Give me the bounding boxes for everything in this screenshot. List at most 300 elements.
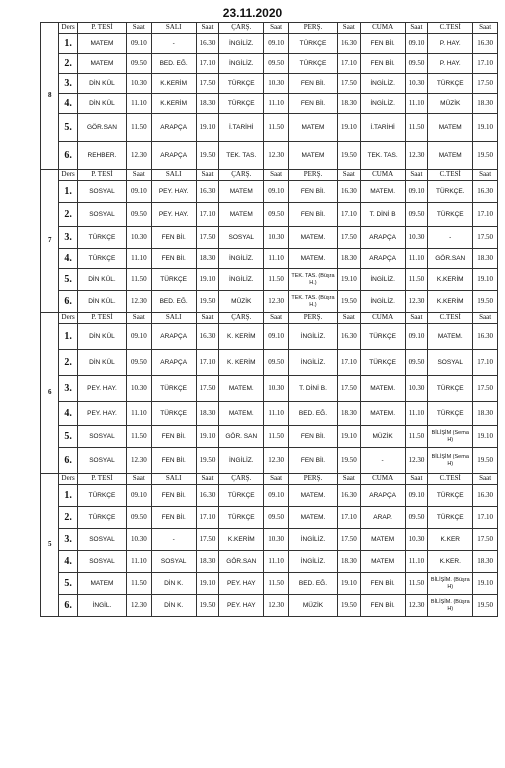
time-cell: 11.10: [264, 551, 289, 573]
grade-header-row: [41, 170, 498, 181]
day-header: PERŞ.: [288, 313, 337, 324]
time-cell: 09.10: [405, 485, 428, 507]
subject-cell: MATEM: [360, 551, 405, 573]
time-cell: 12.30: [127, 142, 152, 170]
subject-cell: ARAPÇA: [360, 227, 405, 249]
subject-cell: MATEM.: [288, 507, 337, 529]
lesson-row: [41, 426, 498, 448]
time-cell: 10.30: [405, 227, 428, 249]
lesson-number: 6.: [59, 291, 77, 313]
lesson-number: 3.: [59, 74, 77, 94]
subject-cell: TÜRKÇE: [288, 34, 337, 54]
time-cell: 12.30: [264, 595, 289, 617]
lesson-number: 3.: [59, 376, 77, 402]
time-cell: 11.50: [405, 114, 428, 142]
subject-cell: K.KERİM: [151, 94, 196, 114]
subject-cell: TÜRKÇE: [219, 94, 264, 114]
subject-cell: GÖR.SAN: [428, 249, 473, 269]
time-cell: 18.30: [473, 551, 498, 573]
subject-cell: İNGİLİZ.: [288, 324, 337, 350]
time-cell: 19.50: [473, 291, 498, 313]
time-cell: 12.30: [264, 142, 289, 170]
day-header: CUMA: [360, 474, 405, 485]
subject-cell: MATEM.: [219, 402, 264, 426]
subject-cell: ARAPÇA: [151, 350, 196, 376]
subject-cell: PEY. HAY.: [77, 376, 126, 402]
day-header: C.TESİ: [428, 170, 473, 181]
subject-cell: PEY. HAY: [219, 573, 264, 595]
time-cell: 12.30: [405, 448, 428, 474]
lesson-number: 1.: [59, 485, 77, 507]
subject-cell: MATEM.: [360, 376, 405, 402]
subject-cell: T. DİNİ B.: [288, 376, 337, 402]
day-header: P. TESİ: [77, 474, 126, 485]
time-cell: 09.10: [405, 34, 428, 54]
subject-cell: İNGİLİZ.: [360, 291, 405, 313]
time-cell: 12.30: [127, 291, 152, 313]
lesson-row: [41, 448, 498, 474]
subject-cell: TÜRKÇE: [219, 507, 264, 529]
subject-cell: TEK. TAS.: [360, 142, 405, 170]
time-cell: 17.10: [196, 54, 219, 74]
subject-cell: TÜRKÇE: [288, 54, 337, 74]
subject-cell: BİLİŞİM. (Büşra H): [428, 595, 473, 617]
time-cell: 19.10: [196, 573, 219, 595]
time-cell: 11.50: [405, 426, 428, 448]
subject-cell: P. HAY.: [428, 34, 473, 54]
lesson-row: [41, 227, 498, 249]
time-cell: 09.50: [127, 350, 152, 376]
subject-cell: K. KERİM: [219, 324, 264, 350]
lesson-number: 6.: [59, 595, 77, 617]
day-header: CUMA: [360, 170, 405, 181]
lesson-row: [41, 573, 498, 595]
time-cell: 16.30: [338, 34, 361, 54]
time-cell: 18.30: [338, 402, 361, 426]
subject-cell: BİLİŞİM (Sema H): [428, 448, 473, 474]
time-cell: 19.50: [473, 142, 498, 170]
lesson-number: 6.: [59, 448, 77, 474]
day-header: C.TESİ: [428, 23, 473, 34]
subject-cell: DİN KÜL: [77, 350, 126, 376]
time-cell: 17.10: [196, 350, 219, 376]
time-cell: 11.10: [405, 402, 428, 426]
lesson-row: [41, 529, 498, 551]
subject-cell: BED. EĞ.: [151, 291, 196, 313]
grade-label: 7: [41, 170, 59, 313]
subject-cell: İNGİLİZ.: [288, 350, 337, 376]
time-cell: 18.30: [473, 402, 498, 426]
time-cell: 19.50: [196, 142, 219, 170]
time-cell: 10.30: [127, 74, 152, 94]
time-cell: 17.10: [473, 203, 498, 227]
day-header: CUMA: [360, 313, 405, 324]
time-cell: 19.50: [338, 142, 361, 170]
saat-header: Saat: [264, 170, 289, 181]
time-cell: 09.50: [127, 507, 152, 529]
time-cell: 10.30: [264, 74, 289, 94]
lesson-number: 4.: [59, 402, 77, 426]
grade-label: 6: [41, 313, 59, 474]
subject-cell: MATEM: [219, 181, 264, 203]
time-cell: 17.10: [338, 54, 361, 74]
subject-cell: DİN K.: [151, 573, 196, 595]
time-cell: 17.50: [338, 227, 361, 249]
day-header: ÇARŞ.: [219, 23, 264, 34]
lesson-row: [41, 94, 498, 114]
time-cell: 19.50: [473, 595, 498, 617]
time-cell: 17.10: [338, 203, 361, 227]
subject-cell: SOSYAL: [77, 203, 126, 227]
lesson-number: 2.: [59, 350, 77, 376]
lesson-row: [41, 402, 498, 426]
subject-cell: PEY. HAY: [219, 595, 264, 617]
subject-cell: İNGİLİZ.: [360, 74, 405, 94]
day-header: PERŞ.: [288, 474, 337, 485]
subject-cell: BİLİŞİM. (Büşra H): [428, 573, 473, 595]
time-cell: 17.50: [473, 74, 498, 94]
subject-cell: ARAPÇA: [360, 485, 405, 507]
time-cell: 16.30: [473, 324, 498, 350]
lesson-number: 5.: [59, 269, 77, 291]
lesson-row: [41, 350, 498, 376]
time-cell: 18.30: [196, 551, 219, 573]
subject-cell: TÜRKÇE: [428, 74, 473, 94]
time-cell: 11.50: [264, 573, 289, 595]
time-cell: 17.50: [473, 376, 498, 402]
ders-header: Ders: [59, 474, 77, 485]
time-cell: 09.10: [264, 485, 289, 507]
time-cell: 17.10: [338, 350, 361, 376]
time-cell: 18.30: [338, 94, 361, 114]
time-cell: 18.30: [473, 94, 498, 114]
subject-cell: DİN KÜL.: [77, 269, 126, 291]
grade-header-row: [41, 474, 498, 485]
day-header: SALI: [151, 170, 196, 181]
subject-cell: FEN Bİl.: [288, 181, 337, 203]
time-cell: 17.50: [338, 74, 361, 94]
time-cell: 16.30: [338, 181, 361, 203]
time-cell: 12.30: [405, 291, 428, 313]
time-cell: 09.10: [127, 181, 152, 203]
subject-cell: İNGİLİZ.: [219, 54, 264, 74]
subject-cell: K.KERİM: [151, 74, 196, 94]
time-cell: 16.30: [196, 181, 219, 203]
lesson-number: 4.: [59, 249, 77, 269]
day-header: P. TESİ: [77, 170, 126, 181]
saat-header: Saat: [264, 474, 289, 485]
subject-cell: MATEM: [428, 114, 473, 142]
saat-header: Saat: [196, 313, 219, 324]
subject-cell: MATEM: [360, 529, 405, 551]
time-cell: 11.50: [405, 573, 428, 595]
subject-cell: TÜRKÇE: [428, 376, 473, 402]
time-cell: 11.50: [127, 573, 152, 595]
lesson-row: [41, 291, 498, 313]
time-cell: 17.10: [196, 507, 219, 529]
time-cell: 09.50: [264, 507, 289, 529]
subject-cell: FEN Bİl.: [151, 426, 196, 448]
subject-cell: MATEM: [77, 34, 126, 54]
time-cell: 10.30: [405, 74, 428, 94]
time-cell: 10.30: [127, 376, 152, 402]
time-cell: 09.50: [405, 203, 428, 227]
saat-header: Saat: [338, 313, 361, 324]
time-cell: 19.10: [338, 269, 361, 291]
saat-header: Saat: [196, 23, 219, 34]
subject-cell: TEK. TAS. (Büşra H.): [288, 269, 337, 291]
lesson-row: [41, 324, 498, 350]
saat-header: Saat: [338, 170, 361, 181]
subject-cell: FEN Bİl.: [151, 485, 196, 507]
subject-cell: FEN Bİl.: [360, 595, 405, 617]
subject-cell: SOSYAL: [151, 551, 196, 573]
time-cell: 10.30: [405, 529, 428, 551]
subject-cell: MATEM.: [288, 485, 337, 507]
time-cell: 19.10: [473, 269, 498, 291]
saat-header: Saat: [127, 313, 152, 324]
subject-cell: SOSYAL: [77, 529, 126, 551]
ders-header: Ders: [59, 313, 77, 324]
subject-cell: FEN Bİl.: [288, 448, 337, 474]
subject-cell: FEN Bİl.: [151, 227, 196, 249]
time-cell: 12.30: [264, 448, 289, 474]
time-cell: 17.50: [196, 529, 219, 551]
time-cell: 11.50: [127, 269, 152, 291]
time-cell: 10.30: [264, 376, 289, 402]
day-header: CUMA: [360, 23, 405, 34]
subject-cell: TÜRKÇE: [428, 203, 473, 227]
time-cell: 09.50: [264, 54, 289, 74]
lesson-row: [41, 142, 498, 170]
page-title: 23.11.2020: [222, 6, 283, 20]
saat-header: Saat: [473, 474, 498, 485]
subject-cell: SOSYAL: [77, 426, 126, 448]
subject-cell: FEN Bİl.: [360, 34, 405, 54]
day-header: PERŞ.: [288, 23, 337, 34]
subject-cell: TÜRKÇE: [428, 485, 473, 507]
saat-header: Saat: [405, 313, 428, 324]
time-cell: 11.10: [127, 402, 152, 426]
time-cell: 18.30: [196, 402, 219, 426]
subject-cell: REHBER.: [77, 142, 126, 170]
time-cell: 09.50: [264, 203, 289, 227]
time-cell: 11.10: [127, 551, 152, 573]
time-cell: 17.50: [473, 227, 498, 249]
day-header: SALI: [151, 23, 196, 34]
subject-cell: GÖR.SAN: [219, 551, 264, 573]
time-cell: 12.30: [405, 142, 428, 170]
time-cell: 17.50: [473, 529, 498, 551]
time-cell: 09.50: [127, 203, 152, 227]
saat-header: Saat: [196, 170, 219, 181]
ders-header: Ders: [59, 23, 77, 34]
subject-cell: İ.TARİHİ: [360, 114, 405, 142]
subject-cell: TÜRKÇE: [360, 350, 405, 376]
subject-cell: SOSYAL: [77, 551, 126, 573]
time-cell: 16.30: [196, 485, 219, 507]
day-header: P. TESİ: [77, 23, 126, 34]
time-cell: 19.50: [338, 448, 361, 474]
subject-cell: FEN Bİl.: [360, 573, 405, 595]
time-cell: 10.30: [405, 376, 428, 402]
lesson-row: [41, 485, 498, 507]
subject-cell: BED. EĞ.: [151, 54, 196, 74]
saat-header: Saat: [338, 474, 361, 485]
subject-cell: ARAPÇA: [151, 142, 196, 170]
subject-cell: FEN Bİl.: [151, 249, 196, 269]
subject-cell: K.KERİM: [428, 269, 473, 291]
subject-cell: TÜRKÇE: [77, 249, 126, 269]
time-cell: 09.10: [127, 34, 152, 54]
time-cell: 10.30: [127, 227, 152, 249]
day-header: ÇARŞ.: [219, 170, 264, 181]
subject-cell: BED. EĞ.: [288, 573, 337, 595]
subject-cell: ARAPÇA: [360, 249, 405, 269]
subject-cell: ARAPÇA: [151, 324, 196, 350]
subject-cell: TEK. TAS. (Büşra H.): [288, 291, 337, 313]
lesson-number: 2.: [59, 203, 77, 227]
subject-cell: TÜRKÇE: [151, 269, 196, 291]
lesson-row: [41, 74, 498, 94]
subject-cell: İNGİLİZ.: [360, 94, 405, 114]
time-cell: 11.50: [264, 426, 289, 448]
time-cell: 09.10: [405, 324, 428, 350]
grade-label: 5: [41, 474, 59, 617]
lesson-row: [41, 54, 498, 74]
subject-cell: FEN Bİl.: [288, 74, 337, 94]
subject-cell: TÜRKÇE: [151, 376, 196, 402]
time-cell: 11.10: [264, 94, 289, 114]
subject-cell: DİN KÜL: [77, 94, 126, 114]
time-cell: 19.50: [338, 595, 361, 617]
saat-header: Saat: [127, 170, 152, 181]
subject-cell: FEN Bİl.: [360, 54, 405, 74]
subject-cell: FEN Bİl.: [288, 94, 337, 114]
subject-cell: MATEM.: [360, 181, 405, 203]
lesson-number: 1.: [59, 181, 77, 203]
time-cell: 19.50: [196, 448, 219, 474]
lesson-number: 5.: [59, 114, 77, 142]
time-cell: 09.50: [127, 54, 152, 74]
time-cell: 17.50: [338, 529, 361, 551]
schedule-table: [40, 22, 498, 617]
subject-cell: MATEM: [288, 114, 337, 142]
lesson-number: 3.: [59, 227, 77, 249]
subject-cell: DİN KÜL: [77, 74, 126, 94]
time-cell: 11.10: [264, 402, 289, 426]
subject-cell: P. HAY.: [428, 54, 473, 74]
subject-cell: PEY. HAY.: [151, 203, 196, 227]
subject-cell: İNGİLİZ.: [219, 448, 264, 474]
subject-cell: MATEM: [288, 142, 337, 170]
saat-header: Saat: [473, 170, 498, 181]
grade-header-row: [41, 313, 498, 324]
time-cell: 12.30: [264, 291, 289, 313]
time-cell: 18.30: [196, 249, 219, 269]
lesson-row: [41, 595, 498, 617]
subject-cell: TEK. TAS.: [219, 142, 264, 170]
subject-cell: ARAPÇA: [151, 114, 196, 142]
time-cell: 19.10: [338, 426, 361, 448]
time-cell: 09.50: [405, 54, 428, 74]
time-cell: 09.10: [127, 324, 152, 350]
time-cell: 16.30: [196, 34, 219, 54]
time-cell: 19.50: [338, 291, 361, 313]
time-cell: 11.50: [127, 426, 152, 448]
subject-cell: MATEM: [219, 203, 264, 227]
subject-cell: MATEM.: [428, 324, 473, 350]
grade-header-row: [41, 23, 498, 34]
saat-header: Saat: [264, 23, 289, 34]
time-cell: 19.10: [196, 269, 219, 291]
lesson-number: 1.: [59, 34, 77, 54]
subject-cell: İNGİLİZ.: [219, 34, 264, 54]
subject-cell: TÜRKÇE: [428, 402, 473, 426]
subject-cell: T. DİNİ B: [360, 203, 405, 227]
subject-cell: GÖR. SAN: [219, 426, 264, 448]
subject-cell: -: [151, 34, 196, 54]
lesson-row: [41, 376, 498, 402]
lesson-row: [41, 507, 498, 529]
time-cell: 19.50: [196, 291, 219, 313]
subject-cell: SOSYAL: [428, 350, 473, 376]
lesson-row: [41, 269, 498, 291]
time-cell: 19.10: [473, 573, 498, 595]
time-cell: 16.30: [338, 324, 361, 350]
subject-cell: MATEM: [77, 54, 126, 74]
time-cell: 17.50: [196, 227, 219, 249]
time-cell: 11.10: [127, 94, 152, 114]
time-cell: 10.30: [264, 529, 289, 551]
time-cell: 17.50: [338, 376, 361, 402]
subject-cell: FEN Bİl.: [288, 426, 337, 448]
time-cell: 12.30: [405, 595, 428, 617]
saat-header: Saat: [405, 23, 428, 34]
subject-cell: TÜRKÇE.: [428, 181, 473, 203]
subject-cell: -: [151, 529, 196, 551]
subject-cell: İ.TARİHİ: [219, 114, 264, 142]
time-cell: 17.10: [473, 350, 498, 376]
time-cell: 19.10: [473, 426, 498, 448]
day-header: SALI: [151, 474, 196, 485]
time-cell: 19.10: [196, 426, 219, 448]
time-cell: 11.10: [264, 249, 289, 269]
time-cell: 10.30: [264, 227, 289, 249]
time-cell: 17.10: [473, 54, 498, 74]
time-cell: 12.30: [127, 448, 152, 474]
time-cell: 19.10: [473, 114, 498, 142]
time-cell: 11.10: [127, 249, 152, 269]
subject-cell: -: [360, 448, 405, 474]
subject-cell: DİN KÜL: [77, 324, 126, 350]
time-cell: 16.30: [473, 34, 498, 54]
time-cell: 09.50: [405, 350, 428, 376]
day-header: C.TESİ: [428, 313, 473, 324]
subject-cell: K.KERİM: [219, 529, 264, 551]
day-header: ÇARŞ.: [219, 313, 264, 324]
day-header: PERŞ.: [288, 170, 337, 181]
time-cell: 17.10: [196, 203, 219, 227]
subject-cell: TÜRKÇE: [360, 324, 405, 350]
subject-cell: SOSYAL: [77, 181, 126, 203]
subject-cell: K. KERİM: [219, 350, 264, 376]
subject-cell: MATEM.: [288, 227, 337, 249]
subject-cell: K.KERİM: [428, 291, 473, 313]
day-header: SALI: [151, 313, 196, 324]
saat-header: Saat: [196, 474, 219, 485]
saat-header: Saat: [405, 474, 428, 485]
